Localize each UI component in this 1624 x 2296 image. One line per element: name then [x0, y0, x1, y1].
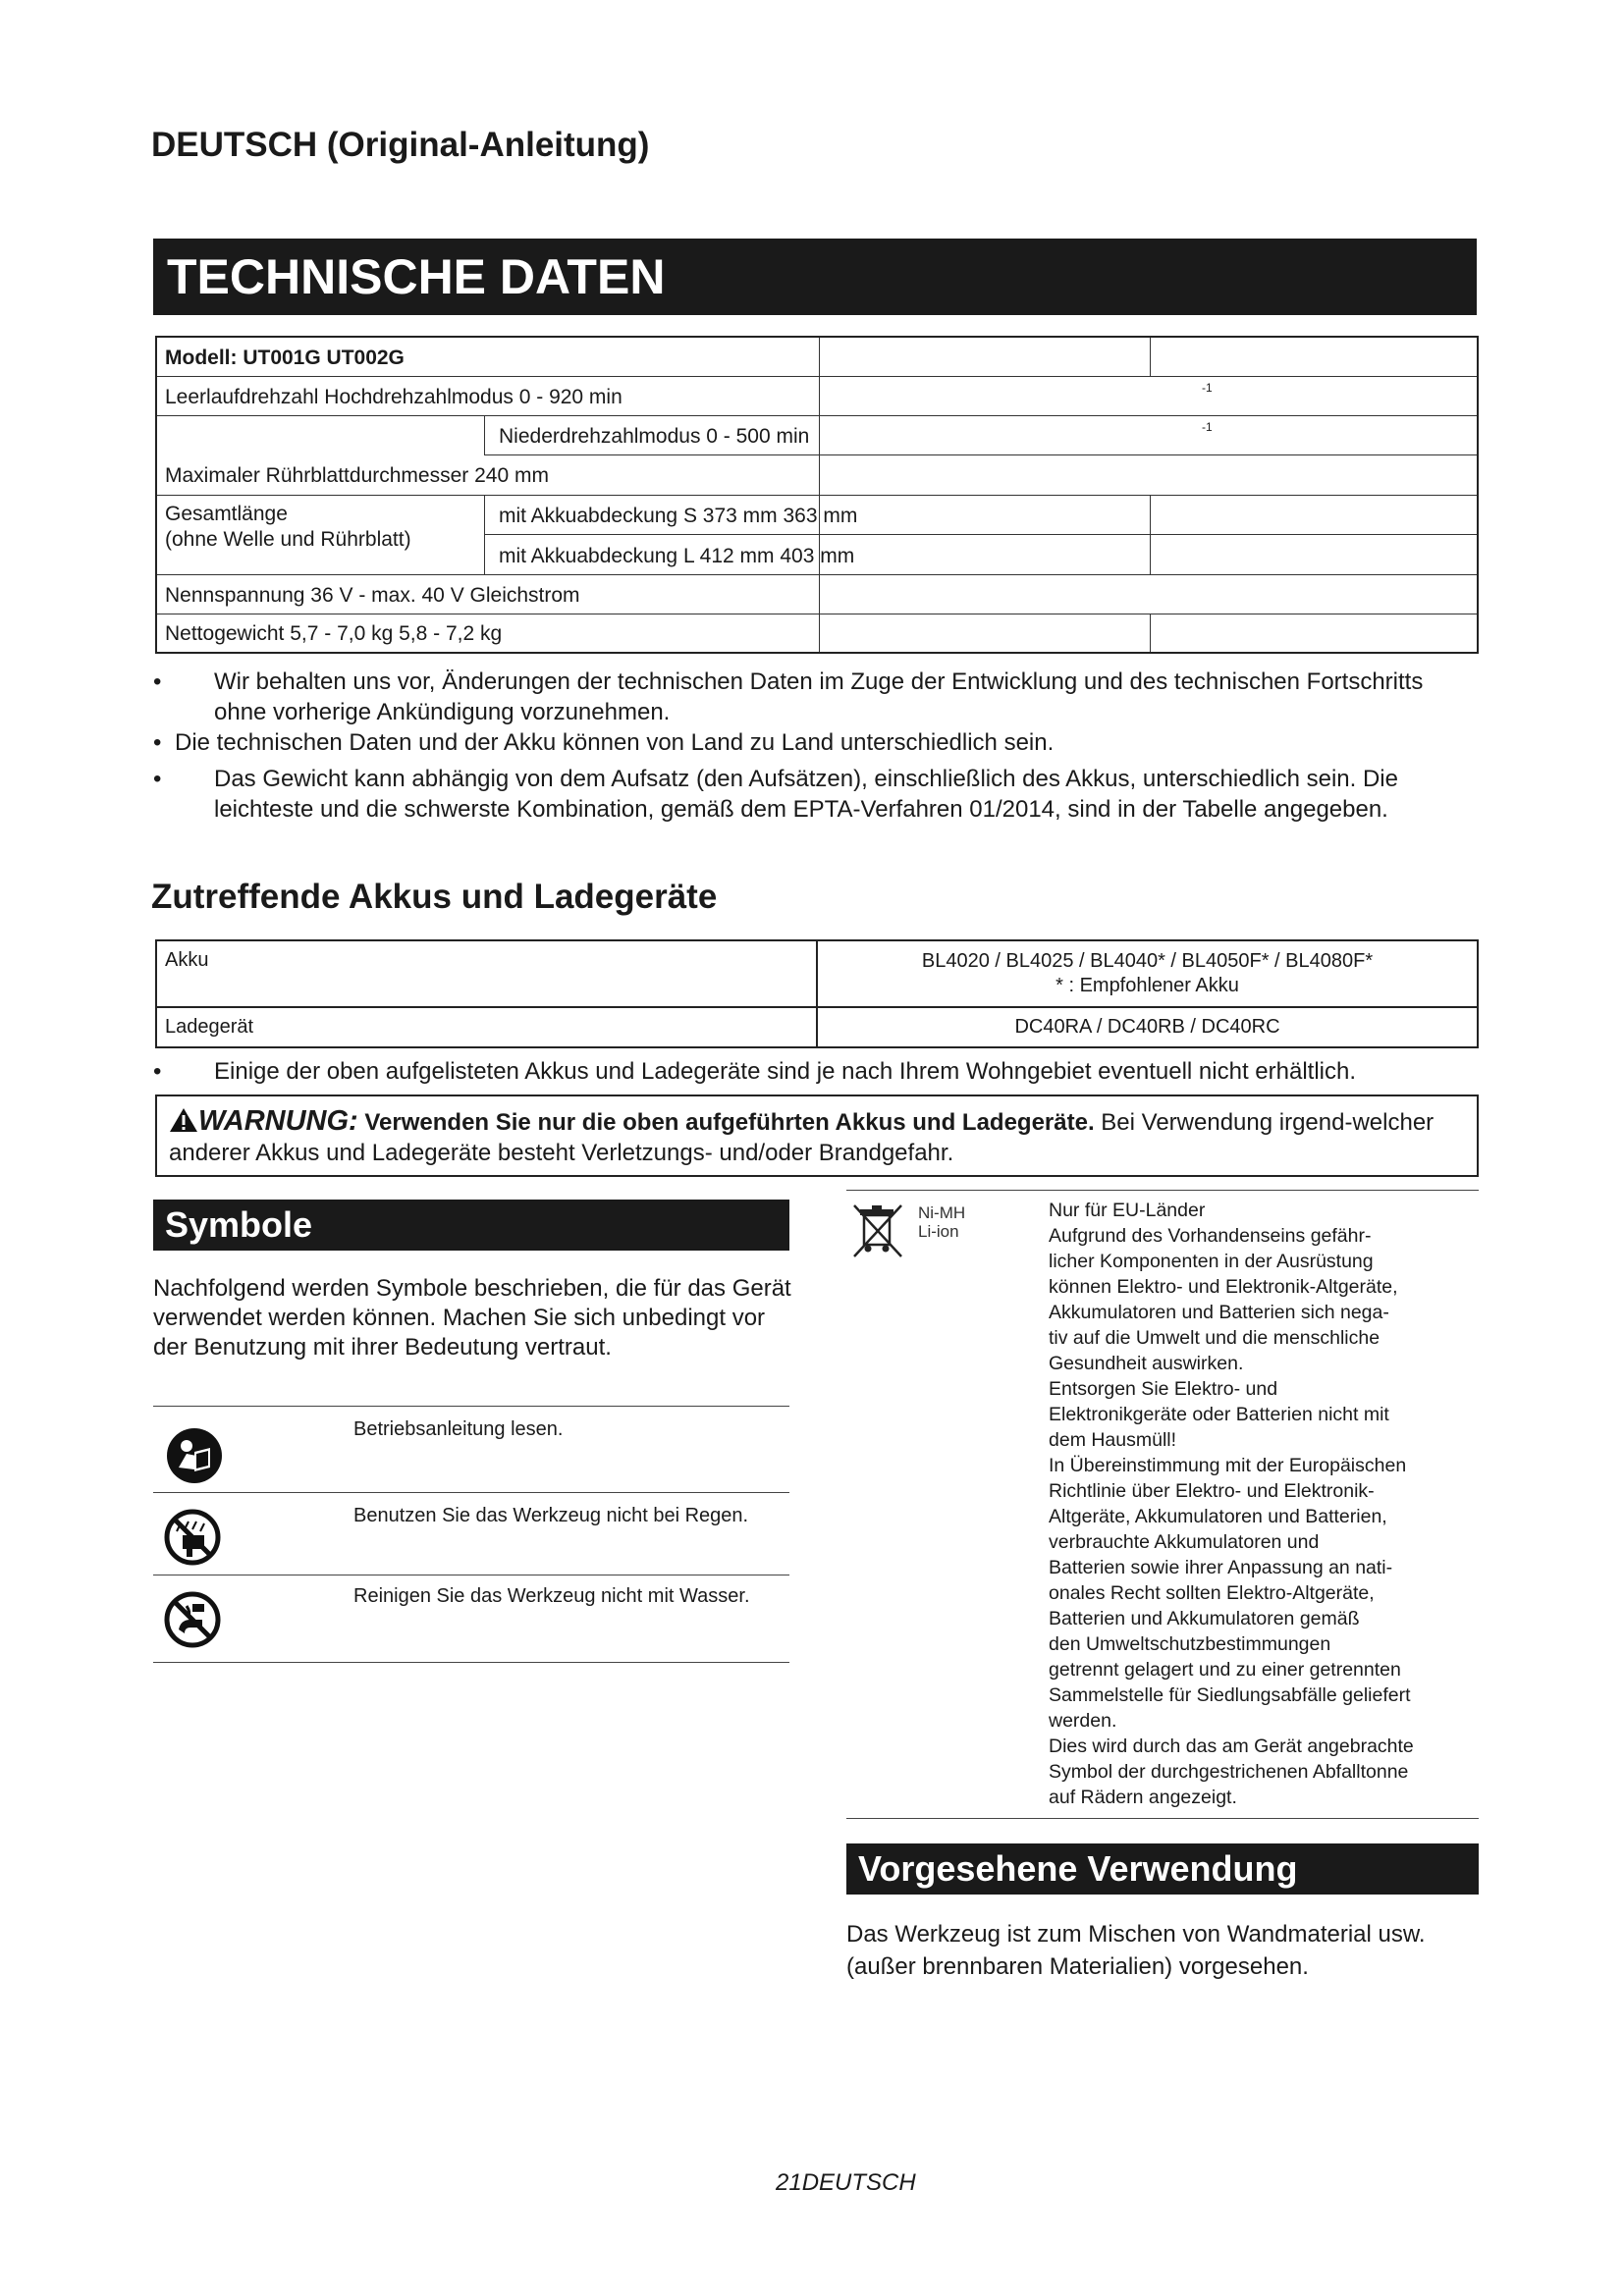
note-3: Das Gewicht kann abhängig von dem Aufsatz (den Aufsätzen), einschließlich des Akkus, unterschiedlich sein. Die leichteste und die schwerste Kombination, gemäß dem EPTA-Verfahren 01/2014, sind in der Tabelle angegeben.: [214, 766, 1398, 823]
eu-text-line: Nur für EU-Länder: [1049, 1200, 1206, 1221]
eu-text-line: Entsorgen Sie Elektro- und: [1049, 1378, 1278, 1400]
spec-length-sublabel: (ohne Welle und Rührblatt): [165, 528, 411, 551]
eu-text-line: getrennt gelagert und zu einer getrennten: [1049, 1659, 1401, 1681]
warning-triangle-icon: [169, 1109, 198, 1136]
eu-text-line: auf Rädern angezeigt.: [1049, 1787, 1237, 1808]
spec-speed-low: Niederdrehzahlmodus 0 - 500 min: [499, 425, 810, 448]
eu-text-line: Symbol der durchgestrichenen Abfalltonne: [1049, 1761, 1409, 1783]
spec-sup-1: -1: [1202, 381, 1213, 395]
chem-nimh: Ni-MH: [918, 1203, 966, 1222]
eu-text-line: Richtlinie über Elektro- und Elektronik-: [1049, 1480, 1375, 1502]
eu-text-line: Aufgrund des Vorhandenseins gefähr-: [1049, 1225, 1372, 1247]
read-manual-icon: [165, 1426, 224, 1490]
usage-banner: Vorgesehene Verwendung: [846, 1843, 1479, 1895]
symbols-intro: Nachfolgend werden Symbole beschrieben, die für das Gerät verwendet werden können. Machen Sie sich unbedingt vor der Benutzung mit ihrer Bedeutung vertraut.: [153, 1275, 791, 1361]
warning-label: WARNUNG:: [198, 1105, 358, 1137]
eu-text-line: onales Recht sollten Elektro-Altgeräte,: [1049, 1582, 1375, 1604]
no-water-cleaning-icon: [163, 1590, 222, 1654]
availability-note: Einige der oben aufgelisteten Akkus und Ladegeräte sind je nach Ihrem Wohngebiet eventuell nicht erhältlich.: [214, 1058, 1356, 1085]
page-footer: 21DEUTSCH: [776, 2169, 916, 2196]
chemistry-label: [918, 1203, 965, 1241]
crossed-bin-icon: [850, 1201, 905, 1267]
bullet: •: [153, 729, 162, 756]
eu-disposal-text: [1049, 1198, 1481, 1810]
eu-text-line: Dies wird durch das am Gerät angebrachte: [1049, 1735, 1414, 1757]
bullet: •: [153, 668, 162, 695]
symbol-text-no-water: Reinigen Sie das Werkzeug nicht mit Wasser.: [353, 1585, 750, 1607]
spec-model: Modell: UT001G UT002G: [165, 347, 405, 369]
eu-text-line: Batterien sowie ihrer Anpassung an nati-: [1049, 1557, 1393, 1578]
spec-weight: Nettogewicht 5,7 - 7,0 kg 5,8 - 7,2 kg: [165, 622, 503, 645]
eu-text-line: tiv auf die Umwelt und die menschliche: [1049, 1327, 1380, 1349]
eu-text-line: Gesundheit auswirken.: [1049, 1353, 1244, 1374]
accessories-heading: Zutreffende Akkus und Ladegeräte: [151, 878, 718, 916]
spec-length-l: mit Akkuabdeckung L 412 mm 403 mm: [499, 545, 855, 567]
eu-text-line: Batterien und Akkumulatoren gemäß: [1049, 1608, 1360, 1629]
symbol-text-read-manual: Betriebsanleitung lesen.: [353, 1418, 564, 1440]
eu-text-line: Altgeräte, Akkumulatoren und Batterien,: [1049, 1506, 1387, 1527]
spec-sup-2: -1: [1202, 420, 1213, 434]
eu-text-line: werden.: [1049, 1710, 1117, 1732]
note-2: Die technischen Daten und der Akku können von Land zu Land unterschiedlich sein.: [175, 729, 1055, 756]
eu-text-line: können Elektro- und Elektronik-Altgeräte,: [1049, 1276, 1398, 1298]
eu-text-line: Elektronikgeräte oder Batterien nicht mit: [1049, 1404, 1389, 1425]
bullet: •: [153, 766, 162, 792]
eu-text-line: In Übereinstimmung mit der Europäischen: [1049, 1455, 1407, 1476]
language-title: DEUTSCH (Original-Anleitung): [151, 126, 650, 164]
spec-length-label: Gesamtlänge: [165, 503, 288, 525]
akku-note: * : Empfohlener Akku: [1056, 975, 1239, 996]
bullet: •: [153, 1058, 162, 1085]
eu-text-line: Akkumulatoren und Batterien sich nega-: [1049, 1302, 1389, 1323]
tech-data-banner: TECHNISCHE DATEN: [153, 239, 1477, 315]
spec-blade: Maximaler Rührblattdurchmesser 240 mm: [165, 464, 549, 487]
note-1: Wir behalten uns vor, Änderungen der technischen Daten im Zuge der Entwicklung und des technischen Fortschritts ohne vorherige Ankündigung vorzunehmen.: [214, 668, 1424, 725]
charger-label: Ladegerät: [156, 1007, 817, 1047]
usage-text: Das Werkzeug ist zum Mischen von Wandmaterial usw. (außer brennbaren Materialien) vorgesehen.: [846, 1921, 1426, 1980]
accessories-table: [155, 939, 1479, 1048]
spec-length-s: mit Akkuabdeckung S 373 mm 363 mm: [499, 505, 858, 527]
symbols-banner: Symbole: [153, 1200, 789, 1251]
spec-voltage: Nennspannung 36 V - max. 40 V Gleichstrom: [165, 584, 580, 607]
symbol-text-no-rain: Benutzen Sie das Werkzeug nicht bei Regen.: [353, 1505, 749, 1526]
warning-text: Bei Verwendung irgend-welcher anderer Akkus und Ladegeräte besteht Verletzungs- und/oder Brandgefahr.: [169, 1109, 1435, 1166]
eu-text-line: den Umweltschutzbestimmungen: [1049, 1633, 1331, 1655]
akku-value: BL4020 / BL4025 / BL4040* / BL4050F* / BL4080F*: [921, 950, 1374, 972]
spec-table: [155, 336, 1479, 654]
spec-speed-high: Leerlaufdrehzahl Hochdrehzahlmodus 0 - 920 min: [165, 386, 623, 408]
eu-text-line: Sammelstelle für Siedlungsabfälle geliefert: [1049, 1684, 1411, 1706]
eu-text-line: licher Komponenten in der Ausrüstung: [1049, 1251, 1374, 1272]
eu-text-line: verbrauchte Akkumulatoren und: [1049, 1531, 1320, 1553]
warning-bold: Verwenden Sie nur die oben aufgeführten Akkus und Ladegeräte.: [364, 1109, 1095, 1136]
no-rain-icon: [163, 1508, 222, 1572]
akku-label: Akku: [156, 940, 817, 1007]
eu-text-line: dem Hausmüll!: [1049, 1429, 1177, 1451]
charger-value: DC40RA / DC40RB / DC40RC: [817, 1007, 1478, 1047]
chem-liion: Li-ion: [918, 1222, 959, 1241]
warning-box: [155, 1095, 1479, 1177]
